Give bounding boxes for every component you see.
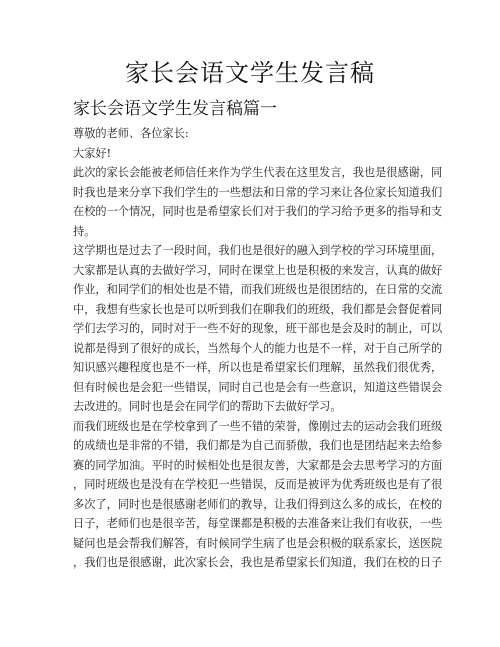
body-line: 去改进的。同时也是会在同学们的帮助下去做好学习。	[73, 400, 342, 413]
body-line: 日子，老师们也是很辛苦，每堂课都是积极的去准备来让我们有收获，一些	[73, 517, 443, 530]
body-line: 作业，和同学们的相处也是不错，而我们班级也是很团结的，在日常的交流	[73, 283, 443, 296]
body-line: 大家好!	[73, 146, 112, 160]
body-line: 疑问也是会帮我们解答，有时候同学生病了也是会积极的联系家长，送医院	[73, 536, 443, 550]
body-line: 而我们班级也是在学校拿到了一些不错的荣誉，像刚过去的运动会我们班级	[73, 419, 443, 433]
body-line: ，我们也是很感谢，此次家长会，我也是希望家长们知道，我们在校的日子	[73, 556, 443, 569]
section-heading: 家长会语文学生发言稿篇一	[73, 99, 277, 119]
body-line: 学们去学习的，同时对于一些不好的现象，班干部也是会及时的制止，可以	[73, 322, 443, 335]
body-line: 大家都是认真的去做好学习，同时在课堂上也是积极的来发言，认真的做好	[73, 263, 443, 277]
body-line: 知识感兴趣程度也是不一样，所以也是希望家长们理解，虽然我们很优秀，	[73, 361, 443, 374]
body-line: 在校的一个情况，同时也是希望家长们对于我们的学习给予更多的指导和支	[73, 205, 443, 218]
body-line: 但有时候也是会犯一些错误，同时自己也是会有一些意识，知道这些错误会	[73, 380, 443, 394]
body-line: 此次的家长会能被老师信任来作为学生代表在这里发言，我也是很感谢，同	[73, 166, 443, 179]
body-line: 说都是得到了很好的成长，当然每个人的能力也是不一样，对于自己所学的	[73, 341, 443, 355]
body-line: 多次了，同时也是很感谢老师们的教导，让我们得到这么多的成长，在校的	[73, 497, 443, 511]
body-line: 这学期也是过去了一段时间，我们也是很好的融入到学校的学习环境里面，	[73, 244, 443, 257]
document-body	[73, 124, 443, 573]
body-line: 持。	[73, 224, 96, 238]
body-line: 中，我想有些家长也是可以听到我们在聊我们的班级，我们都是会督促着同	[73, 302, 443, 316]
body-line: 赛的同学加油。平时的时候相处也是很友善，大家都是会去思考学习的方面	[73, 458, 443, 472]
body-line: 的成绩也是非常的不错，我们都是为自己而骄傲，我们也是团结起来去给参	[73, 439, 443, 452]
body-line: ，同时班级也是没有在学校犯一些错误，反而是被评为优秀班级也是有了很	[73, 478, 443, 491]
body-line: 时我也是来分享下我们学生的一些想法和日常的学习来让各位家长知道我们	[73, 185, 443, 199]
body-line: 尊敬的老师、各位家长:	[73, 127, 189, 140]
document-title: 家长会语文学生发言稿	[125, 59, 375, 87]
